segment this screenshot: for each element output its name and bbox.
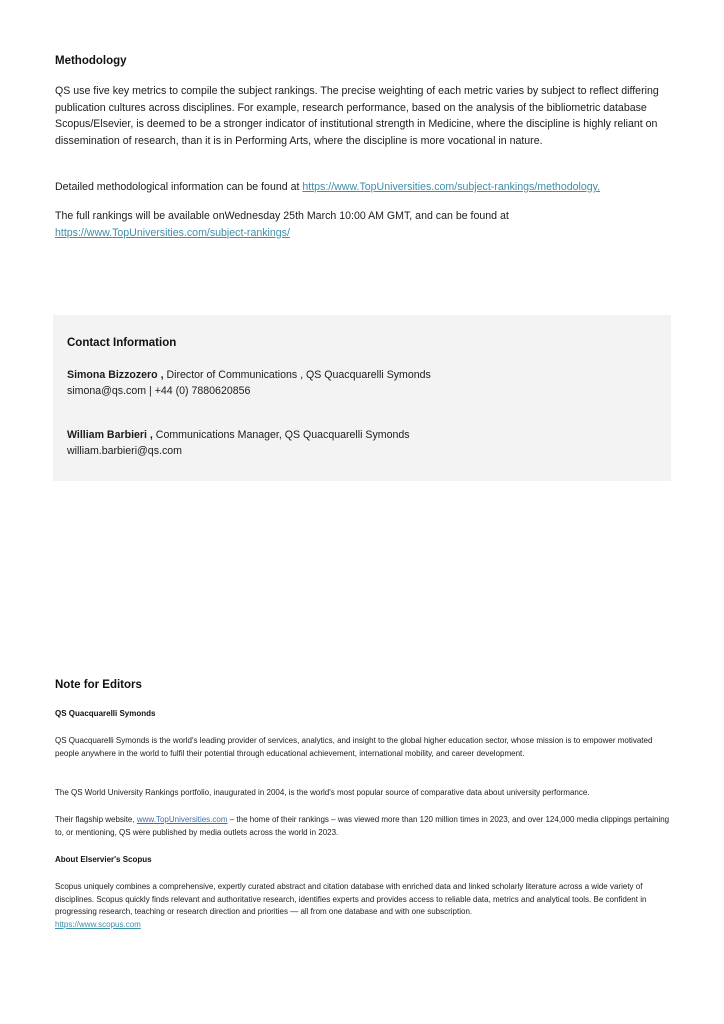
qs-subheading: QS Quacquarelli Symonds (55, 709, 156, 718)
contact-details: simona@qs.com | +44 (0) 7880620856 (67, 385, 251, 397)
scopus-link[interactable]: https://www.scopus.com (55, 919, 141, 929)
scopus-paragraph-text: Scopus uniquely combines a comprehensive, expertly curated abstract and citation database with enriched data and linked scholarly literature across a wide variety of disciplines. Scopus quickly finds relevant and authoritative research, identifies experts and provides access to reliable data, metrics and analytical tools. Be confident in progressing research, teaching or research direction and priorities — all from one database and with one subscription. (55, 882, 647, 916)
topuniversities-link[interactable]: www.TopUniversities.com (136, 815, 228, 824)
subject-rankings-link[interactable]: https://www.TopUniversities.com/subject-rankings/ (55, 226, 290, 239)
scopus-paragraph (55, 881, 675, 931)
qs-paragraph-3 (55, 814, 675, 839)
contact-information-box (53, 315, 671, 481)
methodology-details-paragraph (55, 179, 675, 196)
contact-role: Director of Communications , QS Quacquarelli Symonds (163, 369, 431, 381)
contact-simona (67, 367, 657, 399)
contact-name: William Barbieri , (67, 429, 153, 441)
contact-name: Simona Bizzozero , (67, 369, 164, 381)
contact-role: Communications Manager, QS Quacquarelli Symonds (152, 429, 410, 441)
contact-william (67, 427, 657, 459)
methodology-paragraph: QS use five key metrics to compile the subject rankings. The precise weighting of each metric varies by subject to reflect differing publication cultures across disciplines. For example, research performance, based on the analysis of the bibliometric database Scopus/Elsevier, is deemed to be a stronger indicator of institutional strength in Medicine, where the discipline is highly reliant on dissemination of research, than it is in Performing Arts, where the discipline is more vocational in nature. (55, 85, 659, 147)
methodology-link[interactable]: https://www.TopUniversities.com/subject-rankings/methodology. (302, 181, 601, 193)
rankings-availability-text: The full rankings will be available onWednesday 25th March 10:00 AM GMT, and can be found at (55, 210, 509, 222)
editors-heading: Note for Editors (55, 679, 142, 691)
rankings-availability-paragraph (55, 208, 675, 241)
qs-paragraph-1: QS Quacquarelli Symonds is the world's leading provider of services, analytics, and insight to the global higher education sector, whose mission is to empower motivated people anywhere in the world to fulfil their potential through educational achievement, international mobility, and career development. (55, 736, 653, 758)
qs-paragraph-3-suffix: – the home of their rankings – was viewed more than 120 million times in 2023, and over 124,000 media clippings pertaining to, or mentioning, QS were published by media outlets across the world in 2023. (55, 815, 670, 837)
qs-paragraph-2: The QS World University Rankings portfolio, inaugurated in 2004, is the world's most popular source of comparative data about university performance. (55, 788, 590, 797)
scopus-subheading: About Elservier's Scopus (55, 855, 152, 864)
contact-details: william.barbieri@qs.com (67, 445, 182, 457)
qs-paragraph-3-text: Their flagship website, (55, 815, 137, 824)
contact-heading: Contact Information (67, 337, 177, 349)
methodology-details-text: Detailed methodological information can be found at (55, 181, 303, 193)
methodology-heading: Methodology (55, 55, 127, 67)
